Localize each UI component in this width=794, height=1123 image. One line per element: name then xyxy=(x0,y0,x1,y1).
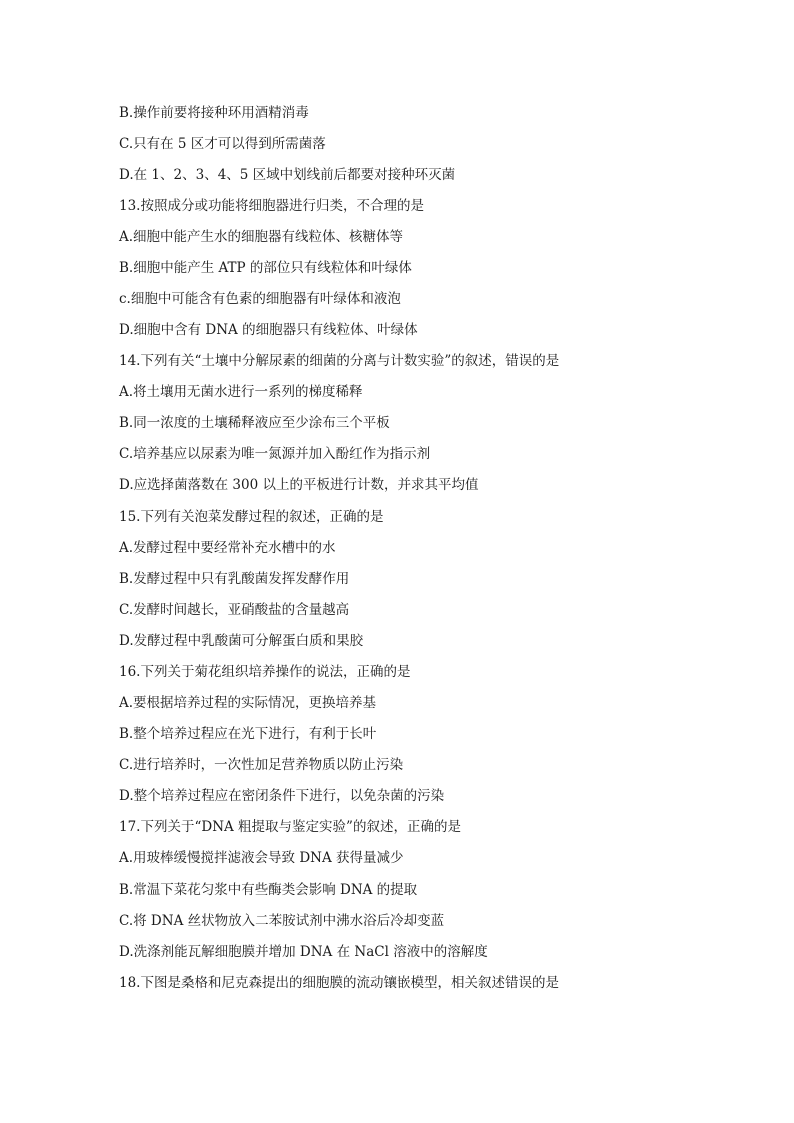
option-14c: C.培养基应以尿素为唯一氮源并加入酚红作为指示剂 xyxy=(119,446,431,462)
option-15c: C.发酵时间越长，亚硝酸盐的含量越高 xyxy=(119,602,350,618)
option-12b: B.操作前要将接种环用酒精消毒 xyxy=(119,105,309,121)
option-16b: B.整个培养过程应在光下进行，有利于长叶 xyxy=(119,726,377,742)
question-13: 13.按照成分或功能将细胞器进行归类，不合理的是 xyxy=(119,198,424,214)
question-16: 16.下列关于菊花组织培养操作的说法，正确的是 xyxy=(119,664,411,680)
option-13d: D.细胞中含有 DNA 的细胞器只有线粒体、叶绿体 xyxy=(119,322,418,338)
question-14: 14.下列有关“土壤中分解尿素的细菌的分离与计数实验”的叙述，错误的是 xyxy=(119,353,560,369)
option-15b: B.发酵过程中只有乳酸菌发挥发酵作用 xyxy=(119,571,350,587)
option-14b: B.同一浓度的土壤稀释液应至少涂布三个平板 xyxy=(119,415,390,431)
option-17d: D.洗涤剂能瓦解细胞膜并增加 DNA 在 NaCl 溶液中的溶解度 xyxy=(119,944,488,960)
question-15: 15.下列有关泡菜发酵过程的叙述，正确的是 xyxy=(119,509,384,525)
option-14a: A.将土壤用无菌水进行一系列的梯度稀释 xyxy=(119,384,363,400)
option-16a: A.要根据培养过程的实际情况，更换培养基 xyxy=(119,695,377,711)
option-17b: B.常温下菜花匀浆中有些酶类会影响 DNA 的提取 xyxy=(119,882,418,898)
question-17: 17.下列关于“DNA 粗提取与鉴定实验”的叙述，正确的是 xyxy=(119,819,461,835)
option-12d: D.在 1、2、3、4、5 区域中划线前后都要对接种环灭菌 xyxy=(119,167,456,183)
option-16c: C.进行培养时，一次性加足营养物质以防止污染 xyxy=(119,757,404,773)
question-18: 18.下图是桑格和尼克森提出的细胞膜的流动镶嵌模型，相关叙述错误的是 xyxy=(119,975,559,991)
option-14d: D.应选择菌落数在 300 以上的平板进行计数，并求其平均值 xyxy=(119,477,479,493)
option-12c: C.只有在 5 区才可以得到所需菌落 xyxy=(119,136,326,152)
option-17a: A.用玻棒缓慢搅拌滤液会导致 DNA 获得量减少 xyxy=(119,850,404,866)
option-15d: D.发酵过程中乳酸菌可分解蛋白质和果胶 xyxy=(119,633,364,649)
option-13b: B.细胞中能产生 ATP 的部位只有线粒体和叶绿体 xyxy=(119,260,412,276)
option-13c: c.细胞中可能含有色素的细胞器有叶绿体和液泡 xyxy=(119,291,401,307)
option-15a: A.发酵过程中要经常补充水槽中的水 xyxy=(119,540,336,556)
option-13a: A.细胞中能产生水的细胞器有线粒体、核糖体等 xyxy=(119,229,404,245)
option-17c: C.将 DNA 丝状物放入二苯胺试剂中沸水浴后冷却变蓝 xyxy=(119,913,445,929)
option-16d: D.整个培养过程应在密闭条件下进行，以免杂菌的污染 xyxy=(119,788,445,804)
